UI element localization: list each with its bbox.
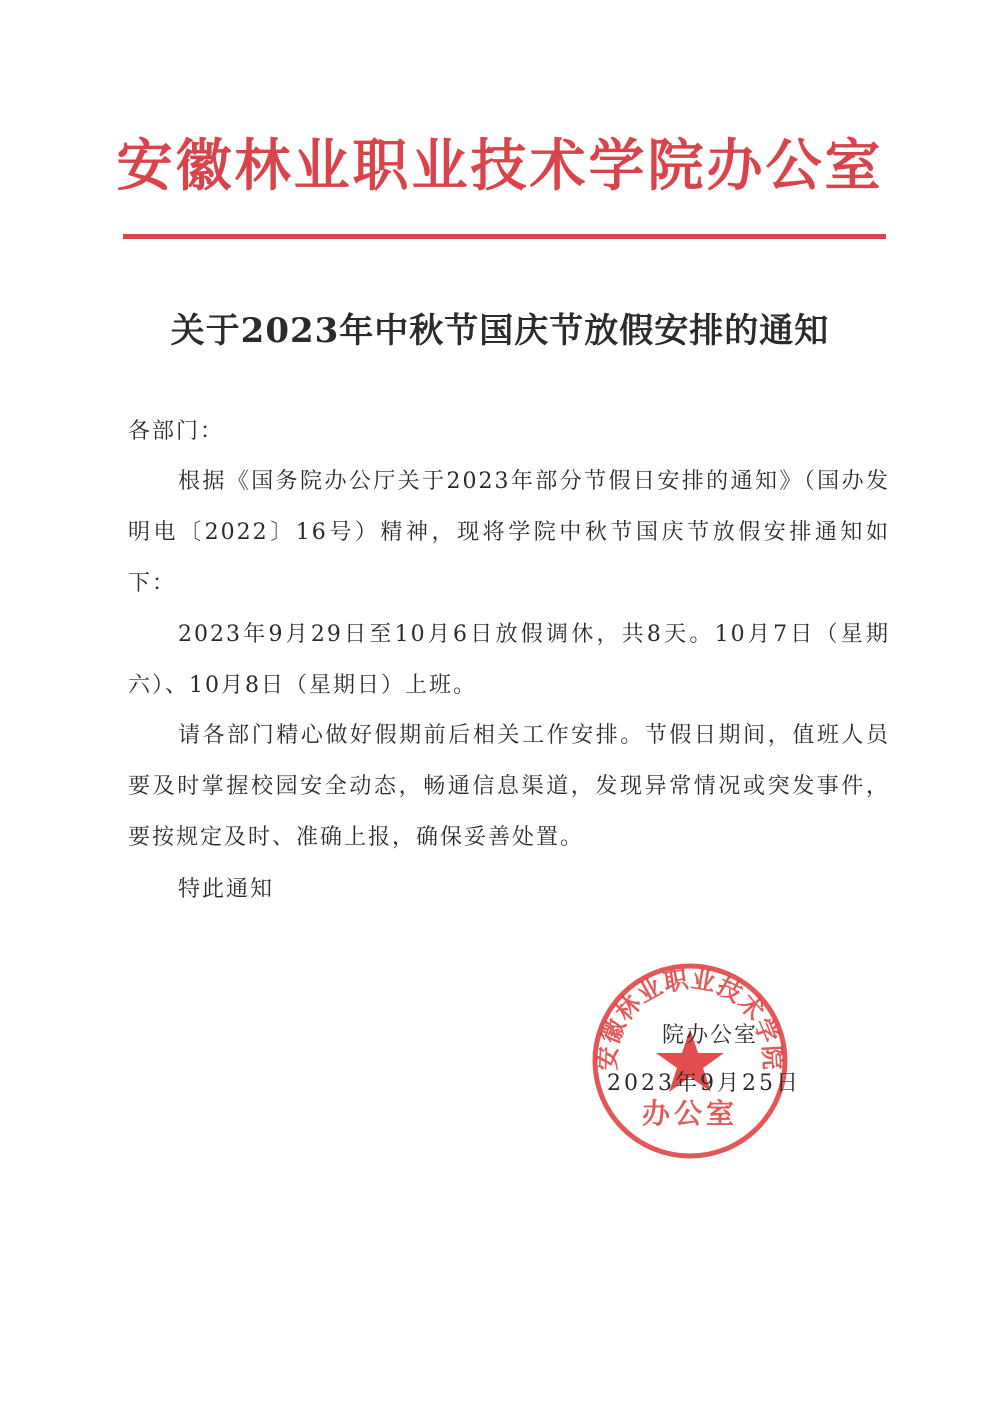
seal-arc-text: 安徽林业职业技术学院 [592,964,788,1072]
notice-title: 关于2023年中秋节国庆节放假安排的通知 [170,311,830,351]
paragraph-2: 2023年9月29日至10月6日放假调休，共8天。10月7日（星期六）、10月8日（星期日）上班。 [128,622,890,698]
org-header-title: 安徽林业职业技术学院办公室 [116,133,884,199]
paragraph-1: 根据《国务院办公厅关于2023年部分节假日安排的通知》（国办发明电〔2022〕16号）精神，现将学院中秋节国庆节放假安排通知如下： [128,469,890,596]
signature-date: 2023年9月25日 [607,1071,801,1096]
seal-bottom-text: 办公室 [641,1097,739,1130]
paragraph-3: 请各部门精心做好假期前后相关工作安排。节假日期间，值班人员要及时掌握校园安全动态，畅通信息渠道，发现异常情况或突发事件，要按规定及时、准确上报，确保妥善处置。 [128,723,890,850]
signature-office: 院办公室 [662,1023,759,1048]
closing-line: 特此通知 [178,877,275,902]
official-seal [590,961,790,1161]
salutation: 各部门： [128,419,225,444]
header-red-rule [123,234,886,239]
